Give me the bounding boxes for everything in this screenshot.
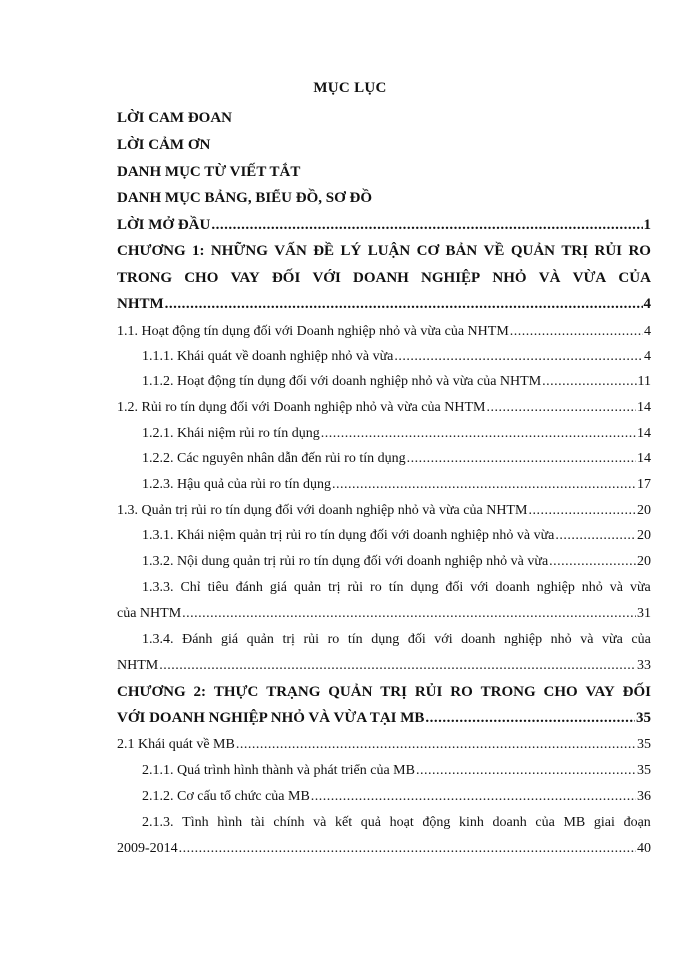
toc-entry-label: NHTM	[117, 296, 164, 312]
toc-entry-page: 35	[637, 737, 651, 752]
toc-entry-label: 1.2.1. Khái niệm rủi ro tín dụng	[142, 426, 320, 441]
toc-entry-label: 1.2.2. Các nguyên nhân dẫn đến rủi ro tín dụng	[142, 451, 406, 466]
toc-entry-1-3-3-line2[interactable]	[117, 606, 651, 626]
toc-entry-page: 1	[643, 217, 651, 233]
justified-word: giai	[593, 815, 615, 830]
justified-word: MB	[563, 815, 586, 830]
toc-entry-1-3-3-line1[interactable]	[142, 580, 651, 596]
justified-word: đối	[445, 580, 464, 595]
justified-word: 1.3.3.	[142, 580, 174, 595]
toc-entry-label: 1.3.1. Khái niệm quản trị rủi ro tín dụng đối với doanh nghiệp nhỏ và vừa	[142, 528, 555, 543]
toc-entry-label: 2.1.1. Quá trình hình thành và phát triển của MB	[142, 763, 415, 778]
justified-word: 2.1.3.	[142, 815, 174, 830]
justified-word: TRỊ	[380, 684, 407, 700]
justified-word: VỪA	[572, 270, 607, 286]
toc-entry-page: 4	[644, 349, 651, 364]
justified-word: RỦI	[414, 684, 443, 700]
toc-entry-label: 1.2. Rủi ro tín dụng đối với Doanh nghiệp nhỏ và vừa của NHTM	[117, 400, 486, 415]
toc-entry-label: 1.3.2. Nội dung quản trị rủi ro tín dụng đối với doanh nghiệp nhỏ và vừa	[142, 554, 549, 569]
justified-word: RO	[628, 243, 651, 259]
justified-word: kinh	[459, 815, 484, 830]
toc-entry-label: của NHTM	[117, 606, 182, 621]
toc-title: MỤC LỤC	[313, 80, 387, 96]
justified-word: và	[609, 580, 623, 595]
toc-entry-1-3-4-line2[interactable]	[117, 658, 651, 678]
justified-word: với	[434, 632, 453, 647]
dot-leader	[182, 606, 636, 622]
toc-entry-label: 2.1 Khái quát về MB	[117, 737, 235, 752]
justified-word: VỚI	[312, 270, 341, 286]
justified-word: hình	[217, 815, 243, 830]
justified-word: và	[580, 632, 594, 647]
justified-word: vừa	[602, 632, 623, 647]
justified-word: chính	[273, 815, 305, 830]
toc-front-matter-thanks[interactable]: LỜI CẢM ƠN	[117, 137, 211, 153]
justified-word: NHỮNG	[210, 243, 268, 259]
justified-word: VAY	[230, 270, 260, 286]
justified-word: CHƯƠNG	[117, 243, 186, 259]
justified-word: 2:	[193, 684, 206, 700]
toc-front-matter-tables[interactable]: DANH MỤC BẢNG, BIỂU ĐỒ, SƠ ĐỒ	[117, 190, 373, 206]
dot-leader	[486, 400, 636, 416]
dot-leader	[510, 324, 643, 340]
toc-entry-1-3[interactable]	[117, 503, 651, 523]
justified-word: tài	[250, 815, 265, 830]
justified-word: THỰC	[213, 684, 259, 700]
justified-word: đối	[407, 632, 426, 647]
justified-word: RỦI	[594, 243, 623, 259]
toc-entry-1-1-1[interactable]	[142, 349, 651, 369]
dot-leader	[407, 451, 636, 467]
toc-entry-page: 31	[637, 606, 651, 621]
dot-leader	[321, 426, 636, 442]
justified-word: tín	[388, 580, 404, 595]
justified-word: NHỎ	[492, 270, 527, 286]
justified-word: 1:	[192, 243, 205, 259]
toc-entry-page: 20	[637, 528, 651, 543]
toc-entry-1-3-4-line1[interactable]	[142, 632, 651, 648]
justified-word: CỦA	[618, 270, 651, 286]
toc-entry-label: 2009-2014	[117, 841, 178, 856]
justified-word: CƠ	[416, 243, 440, 259]
toc-entry-2-1[interactable]	[117, 737, 651, 757]
dot-leader	[165, 296, 643, 313]
toc-entry-2-1-1[interactable]	[142, 763, 651, 783]
justified-word: rủi	[303, 632, 320, 647]
justified-word: quả	[360, 815, 381, 830]
dot-leader	[159, 658, 636, 674]
justified-word: dụng	[371, 632, 400, 647]
toc-entry-1-3-1[interactable]	[142, 528, 651, 548]
justified-word: Đánh	[182, 632, 213, 647]
justified-word: của	[631, 632, 651, 647]
toc-entry-2-1-3-line1[interactable]	[142, 815, 651, 831]
justified-word: doanh	[461, 632, 496, 647]
justified-word: NGHIỆP	[421, 270, 481, 286]
justified-word: VỀ	[483, 243, 505, 259]
justified-word: doanh	[492, 815, 527, 830]
toc-entry-page: 11	[637, 374, 651, 389]
justified-word: TRẠNG	[266, 684, 321, 700]
justified-word: doanh	[495, 580, 530, 595]
justified-word: với	[470, 580, 489, 595]
justified-word: ro	[327, 632, 340, 647]
dot-leader	[394, 349, 643, 365]
justified-word: TRONG	[117, 270, 173, 286]
dot-leader	[542, 374, 636, 390]
toc-entry-page: 40	[637, 841, 651, 856]
toc-entry-1-2-1[interactable]	[142, 426, 651, 446]
justified-word: CHO	[543, 684, 578, 700]
toc-entry-1-3-2[interactable]	[142, 554, 651, 574]
dot-leader	[236, 737, 636, 753]
justified-word: nghiệp	[503, 632, 543, 647]
toc-chapter1-line1[interactable]	[117, 243, 651, 260]
toc-chapter1-line3[interactable]	[117, 296, 651, 316]
justified-word: trị	[328, 580, 341, 595]
toc-entry-2-1-3-line2[interactable]	[117, 841, 651, 861]
justified-word: QUẢN	[328, 684, 373, 700]
justified-word: và	[313, 815, 327, 830]
toc-front-matter-abbreviations[interactable]: DANH MỤC TỪ VIẾT TẮT	[117, 164, 301, 180]
toc-entry-1-2-2[interactable]	[142, 451, 651, 471]
justified-word: Chỉ	[180, 580, 201, 595]
dot-leader	[179, 841, 636, 857]
justified-word: CHƯƠNG	[117, 684, 186, 700]
justified-word: VAY	[585, 684, 615, 700]
toc-entry-label: 1.1.1. Khái quát về doanh nghiệp nhỏ và vừa	[142, 349, 394, 364]
toc-front-matter-commitment[interactable]: LỜI CAM ĐOAN	[117, 110, 232, 126]
justified-word: đánh	[235, 580, 263, 595]
justified-word: ĐỀ	[313, 243, 335, 259]
justified-word: BẢN	[445, 243, 478, 259]
justified-word: hoạt	[389, 815, 414, 830]
justified-word: VẤN	[274, 243, 307, 259]
toc-chapter2-line1[interactable]	[117, 684, 651, 701]
dot-leader	[555, 528, 636, 544]
toc-entry-page: 14	[637, 426, 651, 441]
justified-word: dụng	[410, 580, 439, 595]
justified-word: tiêu	[207, 580, 229, 595]
justified-word: DOANH	[353, 270, 409, 286]
toc-entry-page: 36	[637, 789, 651, 804]
justified-word: nghiệp	[536, 580, 575, 595]
justified-word: kết	[335, 815, 353, 830]
dot-leader	[549, 554, 636, 570]
toc-entry-page: 35	[636, 710, 651, 726]
dot-leader	[528, 503, 636, 519]
toc-entry-page: 35	[637, 763, 651, 778]
justified-word: trị	[282, 632, 295, 647]
justified-word: ĐỐI	[622, 684, 651, 700]
justified-word: nhỏ	[581, 580, 603, 595]
toc-entry-label: 2.1.2. Cơ cấu tổ chức của MB	[142, 789, 310, 804]
toc-entry-intro[interactable]	[117, 217, 651, 237]
justified-word: TRONG	[480, 684, 536, 700]
justified-word: ĐỐI	[271, 270, 301, 286]
toc-entry-label: 1.1.2. Hoạt động tín dụng đối với doanh nghiệp nhỏ và vừa của NHTM	[142, 374, 542, 389]
toc-entry-label: 1.3. Quản trị rủi ro tín dụng đối với doanh nghiệp nhỏ và vừa của NHTM	[117, 503, 528, 518]
toc-entry-page: 4	[644, 324, 651, 339]
toc-chapter2-line2[interactable]	[117, 710, 651, 730]
justified-word: VÀ	[538, 270, 561, 286]
dot-leader	[425, 710, 635, 727]
justified-word: quản	[246, 632, 274, 647]
toc-entry-1-1-2[interactable]	[142, 374, 651, 394]
justified-word: LUẬN	[367, 243, 411, 259]
justified-word: tín	[347, 632, 363, 647]
justified-word: RO	[450, 684, 473, 700]
justified-word: TRỊ	[561, 243, 589, 259]
justified-word: giá	[269, 580, 287, 595]
justified-word: rủi	[347, 580, 364, 595]
toc-entry-page: 17	[637, 477, 651, 492]
justified-word: QUẢN	[510, 243, 556, 259]
toc-entry-2-1-2[interactable]	[142, 789, 651, 809]
justified-word: đoạn	[623, 815, 651, 830]
toc-entry-page: 14	[637, 400, 651, 415]
justified-word: CHO	[184, 270, 219, 286]
toc-entry-label: NHTM	[117, 658, 159, 673]
justified-word: nhỏ	[550, 632, 572, 647]
dot-leader	[332, 477, 636, 493]
justified-word: của	[535, 815, 555, 830]
dot-leader	[416, 763, 636, 779]
dot-leader	[311, 789, 636, 805]
justified-word: ro	[370, 580, 382, 595]
toc-chapter1-line2[interactable]	[117, 270, 651, 287]
toc-entry-1-2-3[interactable]	[142, 477, 651, 497]
toc-entry-page: 20	[637, 503, 651, 518]
justified-word: quản	[293, 580, 322, 595]
toc-entry-label: 1.1. Hoạt động tín dụng đối với Doanh nghiệp nhỏ và vừa của NHTM	[117, 324, 509, 339]
justified-word: LÝ	[340, 243, 362, 259]
justified-word: động	[422, 815, 451, 830]
toc-entry-page: 4	[643, 296, 651, 312]
toc-entry-label: 1.2.3. Hậu quả của rủi ro tín dụng	[142, 477, 331, 492]
toc-entry-label: LỜI MỞ ĐẦU	[117, 217, 211, 233]
justified-word: vừa	[629, 580, 651, 595]
toc-entry-1-1[interactable]	[117, 324, 651, 344]
toc-entry-label: VỚI DOANH NGHIỆP NHỎ VÀ VỪA TẠI MB	[117, 710, 425, 726]
toc-entry-page: 33	[637, 658, 651, 673]
justified-word: giá	[220, 632, 239, 647]
toc-entry-1-2[interactable]	[117, 400, 651, 420]
dot-leader	[211, 217, 642, 234]
justified-word: 1.3.4.	[142, 632, 174, 647]
justified-word: Tình	[182, 815, 209, 830]
toc-entry-page: 20	[637, 554, 651, 569]
toc-entry-page: 14	[637, 451, 651, 466]
